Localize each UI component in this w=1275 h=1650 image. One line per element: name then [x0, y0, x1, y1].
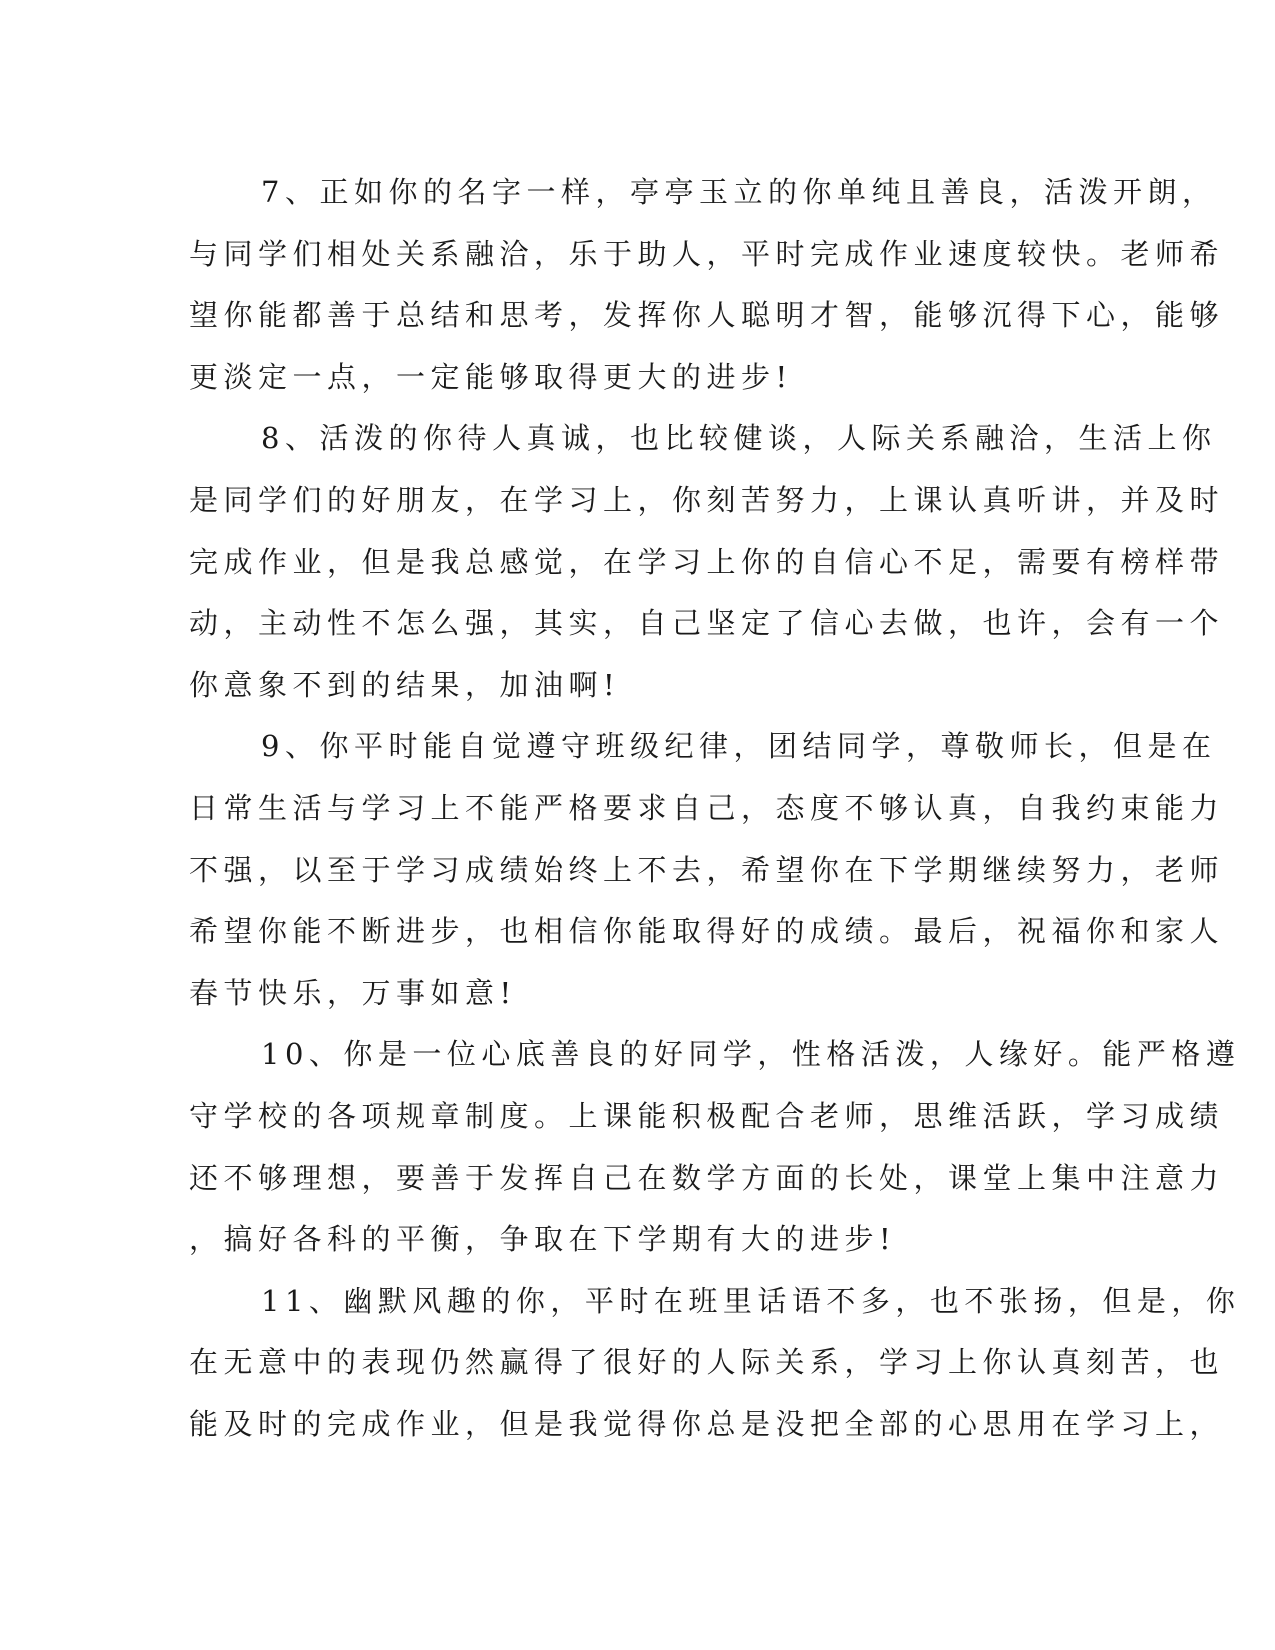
document-body	[189, 162, 1241, 1455]
text-line: 更淡定一点，一定能够取得更大的进步!	[189, 359, 793, 394]
text-line: 动，主动性不怎么强，其实，自己坚定了信心去做，也许，会有一个	[189, 606, 1225, 641]
text-line: 你意象不到的结果，加油啊!	[189, 667, 621, 702]
text-line: 9、你平时能自觉遵守班级纪律，团结同学，尊敬师长，但是在	[261, 729, 1217, 764]
text-line: 守学校的各项规章制度。上课能积极配合老师，思维活跃，学习成绩	[189, 1098, 1225, 1133]
text-line: ，搞好各科的平衡，争取在下学期有大的进步!	[189, 1222, 897, 1257]
text-line: 希望你能不断进步，也相信你能取得好的成绩。最后，祝福你和家人	[189, 914, 1225, 949]
text-line: 不强，以至于学习成绩始终上不去，希望你在下学期继续努力，老师	[189, 852, 1225, 887]
text-line: 与同学们相处关系融洽，乐于助人，平时完成作业速度较快。老师希	[189, 236, 1225, 271]
text-line: 8、活泼的你待人真诚，也比较健谈，人际关系融洽，生活上你	[261, 421, 1217, 456]
paragraph-11	[189, 1271, 1241, 1456]
paragraph-10	[189, 1024, 1241, 1270]
text-line: 7、正如你的名字一样，亭亭玉立的你单纯且善良，活泼开朗，	[261, 175, 1217, 209]
text-line: 完成作业，但是我总感觉，在学习上你的自信心不足，需要有榜样带	[189, 544, 1225, 579]
text-line: 能及时的完成作业，但是我觉得你总是没把全部的心思用在学习上，	[189, 1406, 1225, 1441]
text-line: 11、幽默风趣的你，平时在班里话语不多，也不张扬，但是，你	[261, 1283, 1241, 1318]
paragraph-7	[189, 162, 1225, 408]
text-line: 望你能都善于总结和思考，发挥你人聪明才智，能够沉得下心，能够	[189, 298, 1225, 333]
paragraph-8	[189, 408, 1225, 716]
text-line: 在无意中的表现仍然赢得了很好的人际关系，学习上你认真刻苦，也	[189, 1345, 1225, 1380]
text-line: 春节快乐，万事如意!	[189, 975, 517, 1010]
paragraph-9	[189, 716, 1225, 1024]
text-line: 还不够理想，要善于发挥自己在数学方面的长处，课堂上集中注意力	[189, 1160, 1225, 1195]
text-line: 日常生活与学习上不能严格要求自己，态度不够认真，自我约束能力	[189, 790, 1225, 825]
text-line: 10、你是一位心底善良的好同学，性格活泼，人缘好。能严格遵	[261, 1037, 1241, 1072]
text-line: 是同学们的好朋友，在学习上，你刻苦努力，上课认真听讲，并及时	[189, 482, 1225, 517]
